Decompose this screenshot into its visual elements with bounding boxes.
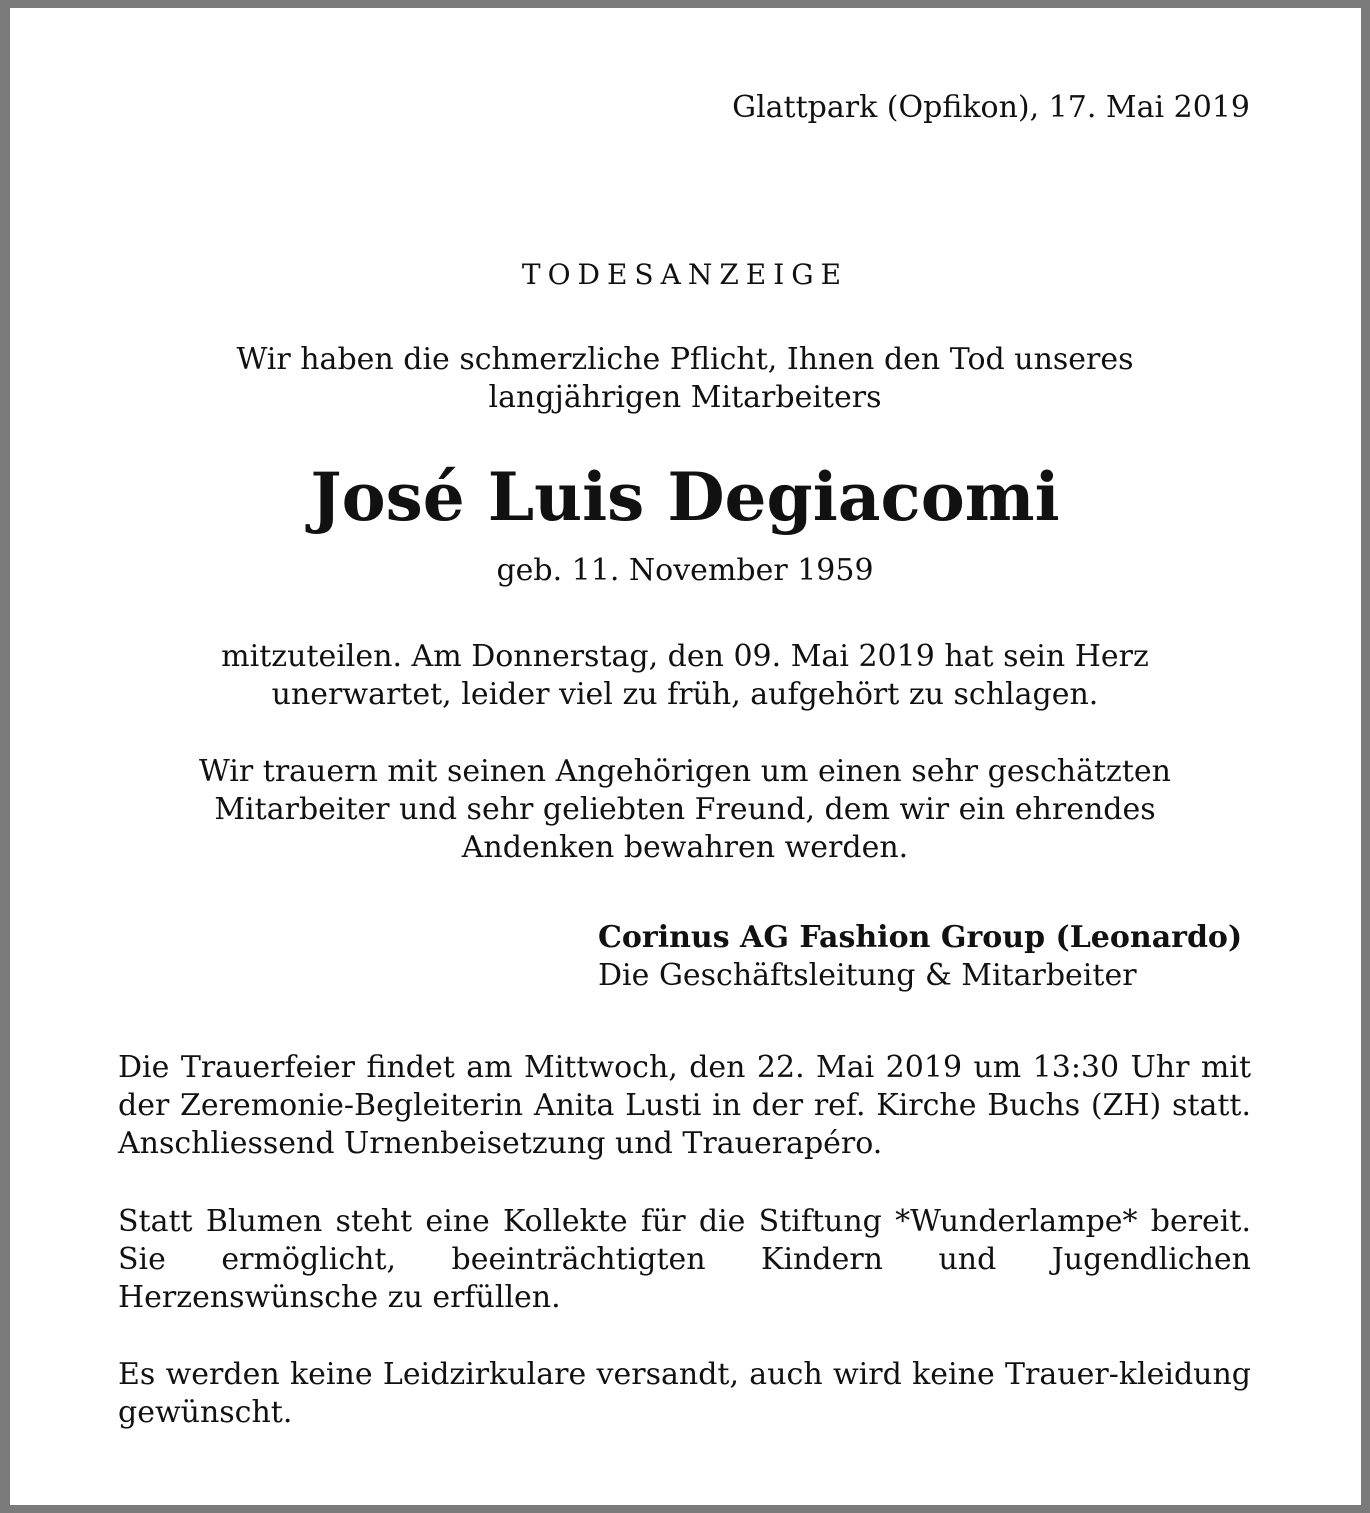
- announcement-line-1: mitzuteilen. Am Donnerstag, den 09. Mai 2019 hat sein Herz: [221, 639, 1149, 674]
- announcement-line-2: unerwartet, leider viel zu früh, aufgehört zu schlagen.: [271, 677, 1099, 712]
- birth-date: geb. 11. November 1959: [496, 553, 874, 588]
- intro-line-1: Wir haben die schmerzliche Pflicht, Ihnen den Tod unseres: [236, 342, 1134, 377]
- intro-line-2: langjährigen Mitarbeiters: [488, 380, 882, 415]
- mourning-line-1: Wir trauern mit seinen Angehörigen um einen sehr geschätzten: [198, 754, 1171, 789]
- sender-company: Corinus AG Fashion Group (Leonardo): [598, 920, 1243, 955]
- mourning-line-2: Mitarbeiter und sehr geliebten Freund, dem wir ein ehrendes: [214, 792, 1156, 827]
- heading: TODESANZEIGE: [521, 258, 849, 291]
- notice-paragraph: Es werden keine Leidzirkulare versandt, auch wird keine Trauer-kleidung gewünscht.: [118, 1357, 1251, 1430]
- deceased-name: José Luis Degiacomi: [310, 458, 1060, 536]
- donation-paragraph: Statt Blumen steht eine Kollekte für die Stiftung *Wunderlampe* bereit. Sie ermöglicht, beeinträchtigten Kindern und Jugendlichen Herzenswünsche zu erfüllen.: [118, 1204, 1251, 1315]
- place-date: Glattpark (Opfikon), 17. Mai 2019: [732, 90, 1250, 125]
- mourning-line-3: Andenken bewahren werden.: [461, 830, 909, 865]
- sender-subtitle: Die Geschäftsleitung & Mitarbeiter: [598, 958, 1137, 993]
- funeral-paragraph: Die Trauerfeier findet am Mittwoch, den 22. Mai 2019 um 13:30 Uhr mit der Zeremonie-Begleiterin Anita Lusti in der ref. Kirche Buchs (ZH) statt. Anschliessend Urnenbeisetzung und Trauerapéro.: [118, 1050, 1251, 1161]
